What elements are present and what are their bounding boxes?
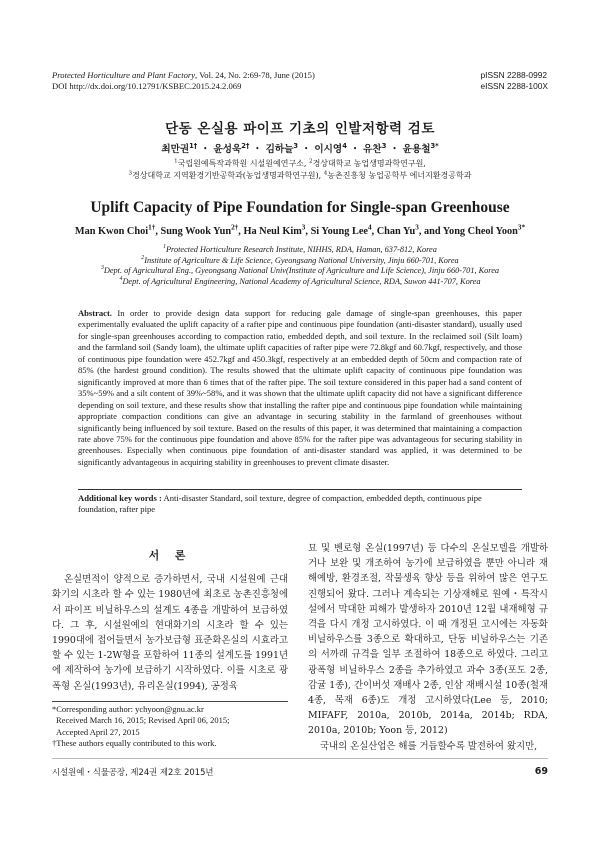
affil-sup: 4 (119, 276, 123, 283)
right-column (308, 541, 548, 754)
author-name: 윤용철 (402, 144, 431, 155)
korean-authors: 최만권$^{1\dagger}$ ・ 윤성욱$^{2\dagger}$ ・ 김하늘$^3$ ・ 이시영$^4$ ・ 유찬$^3$ ・ 윤용철$^{3*}$ (161, 141, 439, 155)
affil-line (0, 245, 600, 256)
body-paragraph: 국내의 온실산업은 해를 거듭할수록 발전하여 왔지만, (320, 740, 538, 752)
author-name: Sung Wook Yun (160, 226, 232, 237)
footnote-rule (52, 701, 288, 702)
accepted-date: Accepted April 27, 2015 (56, 726, 140, 737)
journal-header (52, 70, 548, 92)
affil-sup: 1 (163, 244, 166, 251)
author-name: 최만권 (161, 144, 190, 155)
keywords (78, 493, 522, 515)
eissn: eISSN 2288-100X (480, 81, 548, 91)
affil-sup: 3 (128, 169, 133, 176)
author-name: 김하늘 (265, 144, 294, 155)
affil-line (0, 158, 600, 170)
author-name: and Yong Cheol Yoon (423, 226, 518, 237)
received-date: Received March 16, 2015; Revised April 06, 2015; (56, 715, 230, 726)
author-name: 윤성욱 (213, 144, 242, 155)
author-name: Chan Yu (376, 226, 416, 237)
pissn: pISSN 2288-0992 (480, 70, 548, 80)
author-name: Si Young Lee (310, 226, 368, 237)
keywords-label: Additional key words : (78, 493, 162, 503)
author-name: 이시영 (314, 144, 343, 155)
affil-line (0, 277, 600, 288)
english-title: Uplift Capacity of Pipe Foundation for Single-span Greenhouse (90, 199, 510, 216)
affil-sup: 1 (174, 158, 178, 165)
korean-affiliations (0, 158, 600, 181)
affil-sup: 3 (100, 265, 104, 272)
affil-text: Dept. of Agricultural Eng., Gyeongsang National Univ(Institute of Agriculture and Life Science), Jinju 660-701, Korea (103, 266, 500, 276)
page-number: 69 (534, 766, 548, 777)
abstract-label: Abstract. (78, 308, 112, 318)
affil-line (0, 256, 600, 267)
english-authors: Man Kwon Choi$^{1\dagger}$, Sung Wook Yun$^{2\dagger}$, Ha Neul Kim$^3$, Si Young Lee$^4$, Chan Yu$^3$, and Yong Cheol Yoon$^{3*}$ (74, 223, 526, 237)
affil-text: Institute of Agriculture & Life Science, Gyeongsang National University, Jinju 660-701, Korea (144, 255, 459, 265)
author-sup: 3* (517, 223, 526, 232)
footer-rule (52, 758, 548, 759)
author-sup: 1† (148, 223, 156, 232)
body-paragraph: 온실면적이 양적으로 증가하면서, 국내 시설원예 근대화기의 시초라 할 수 있는 1980년에 최초로 농촌진흥청에서 파이프 비닐하우스의 설계도 4종을 개발하여 보급하였다. 그 후, 시설원예의 현대화기의 시초라 할 수 있는 1990대에 접어들면서 농가보급형 표준화온실의 시효라고 할 수 있는 1-2W형을 포함하여 11종의 설계도를 1991년에 제작하여 농가에 보급하기 시작하였다. 이를 시초로 광폭형 온실(1993년), 유리온실(1994), 공정육 (52, 574, 288, 692)
author-sup: 4 (367, 223, 372, 232)
issn-block (480, 70, 548, 92)
doi-link[interactable]: DOI http://dx.doi.org/10.12791/KSBEC.2015.24.2.069 (52, 81, 242, 91)
author-sup: 3 (301, 223, 306, 232)
affil-line (0, 170, 600, 182)
citation-block (52, 70, 315, 92)
author-sup: 3 (415, 223, 419, 232)
left-column (52, 548, 288, 694)
author-sup: 3 (381, 141, 387, 150)
keywords-text: Anti-disaster Standard, soil texture, degree of compaction, embedded depth, continuous pipe foundation, rafter pipe (78, 493, 482, 514)
korean-title: 단동 온실용 파이프 기초의 인발저항력 검토 (165, 121, 435, 137)
affil-text: Protected Horticulture Research Institute, NIHHS, RDA, Haman, 637-812, Korea (165, 245, 437, 254)
body-paragraph: 묘 및 벤로형 온실(1997년) 등 다수의 온실모델을 개발하거나 보완 및 개조하여 농가에 보급하였을 뿐만 아니라 재해예방, 환경조절, 작물생육 향상 등을 위하여 많은 연구도 진행되어 왔다. 그러나 계속되는 기상재해로 원예・특작시설에서 막대한 피해가 발생하자 2010년 12월 내재해형 규격을 다시 개정 고시하였다. 이 때 개정된 고시에는 자동화 비닐하우스를 3종으로 확대하고, 단동 비닐하우스는 기존의 서까래 규격을 일부 조절하여 18종으로 하였다. 그리고 광폭형 비닐하우스 2종을 추가하였고 과수 3종(포도 2종, 감귤 1종), 간이버섯 재배사 2종, 인삼 재배시설 10종(철재 4종, 목재 6종)도 개정 고시하였다(Lee 등, 2010; MIFAFF, 2010a, 2010b, 2014a, 2014b; RDA, 2010a, 2010b; Yoon 등, 2012) (308, 543, 548, 737)
footnotes (52, 704, 288, 749)
english-affiliations (0, 245, 600, 287)
affil-text: 국립원예특작과학원 시설원예연구소, (177, 159, 309, 168)
author-sup: 3 (293, 141, 299, 150)
author-sup: 3* (430, 141, 439, 150)
affil-sup: 2 (141, 254, 145, 261)
equal-contribution-note: †These authors equally contributed to this work. (52, 737, 217, 748)
abstract (78, 308, 522, 468)
footer-journal: 시설원예・식물공장, 제24권 제2호 2015년 (52, 767, 214, 777)
author-name: 유찬 (363, 144, 382, 155)
section-title: 서 론 (148, 549, 192, 562)
affil-text: Dept. of Agricultural Engineering, National Academy of Agricultural Science, RDA, Suwon 441-707, Korea (122, 276, 481, 286)
page-footer (52, 766, 548, 778)
corresponding-author: *Corresponding author: ychyoon@gnu.ac.kr (52, 704, 204, 714)
author-sup: 1† (189, 141, 198, 150)
affil-line (0, 266, 600, 277)
abstract-text: In order to provide design data support for reducing gale damage of single-span greenhouses, this paper experimentally evaluated the uplift capacity of a rafter pipe and continuous pipe foundation (anti-disaster standard), usually used for single-span greenhouses according to compaction ratio, embedded depth, and soil texture. In the reclaimed soil (Silt loam) and the farmland soil (Sandy loam), the ultimate uplift capacities of rafter pipe were 72.8kgf and 60.7kgf, respectively, and those of continuous pipe foundation were 452.7kgf and 450.3kgf, respectively at an embedded depth of 50cm and compaction rate of 85% (the hardest ground condition). The results showed that the ultimate uplift capacity of continuous pipe foundation was significantly improved at more than 6 times that of the rafter pipe. The soil texture considered in this paper had a sand content of 35%~59% and a silt content of 39%~58%, and it was shown that the ultimate uplift capacity did not have a significant difference depending on soil texture, and these results show that installing the rafter pipe and continuous pipe foundation while maintaining appropriate compaction conditions can give an advantage in securing stability in the farmland of greenhouses without significantly being influenced by soil texture. Based on the results of this paper, it was determined that maintaining a compaction rate above 75% for the continuous pipe foundation and above 85% for the rafter pipe was advantageous for securing stability in greenhouses. Especially when continuous pipe foundation of anti-disaster standard was applied, it was determined to be significantly advantageous in acquiring stability in greenhouses to prevent climate disaster. (78, 308, 522, 467)
author-sup: 2† (231, 223, 239, 232)
affil-sup: 2 (309, 158, 313, 165)
affil-text: 경상대학교 농업생명과학연구원, (312, 159, 426, 168)
author-sup: 2† (241, 141, 250, 150)
author-name: Man Kwon Choi (74, 226, 149, 237)
journal-name: Protected Horticulture and Plant Factory (52, 70, 196, 80)
affil-text: 경상대학교 지역환경기반공학과(농업생명과학연구원), (132, 170, 324, 180)
citation-line (52, 70, 315, 81)
keywords-rule (78, 489, 522, 490)
author-name: Ha Neul Kim (243, 226, 302, 237)
author-sup: 4 (342, 141, 347, 150)
citation-rest: , Vol. 24, No. 2:69-78, June (2015) (195, 70, 315, 80)
affil-text: 농촌진흥청 농업공학부 에너지환경공학과 (327, 170, 472, 180)
affil-sup: 4 (323, 169, 328, 176)
